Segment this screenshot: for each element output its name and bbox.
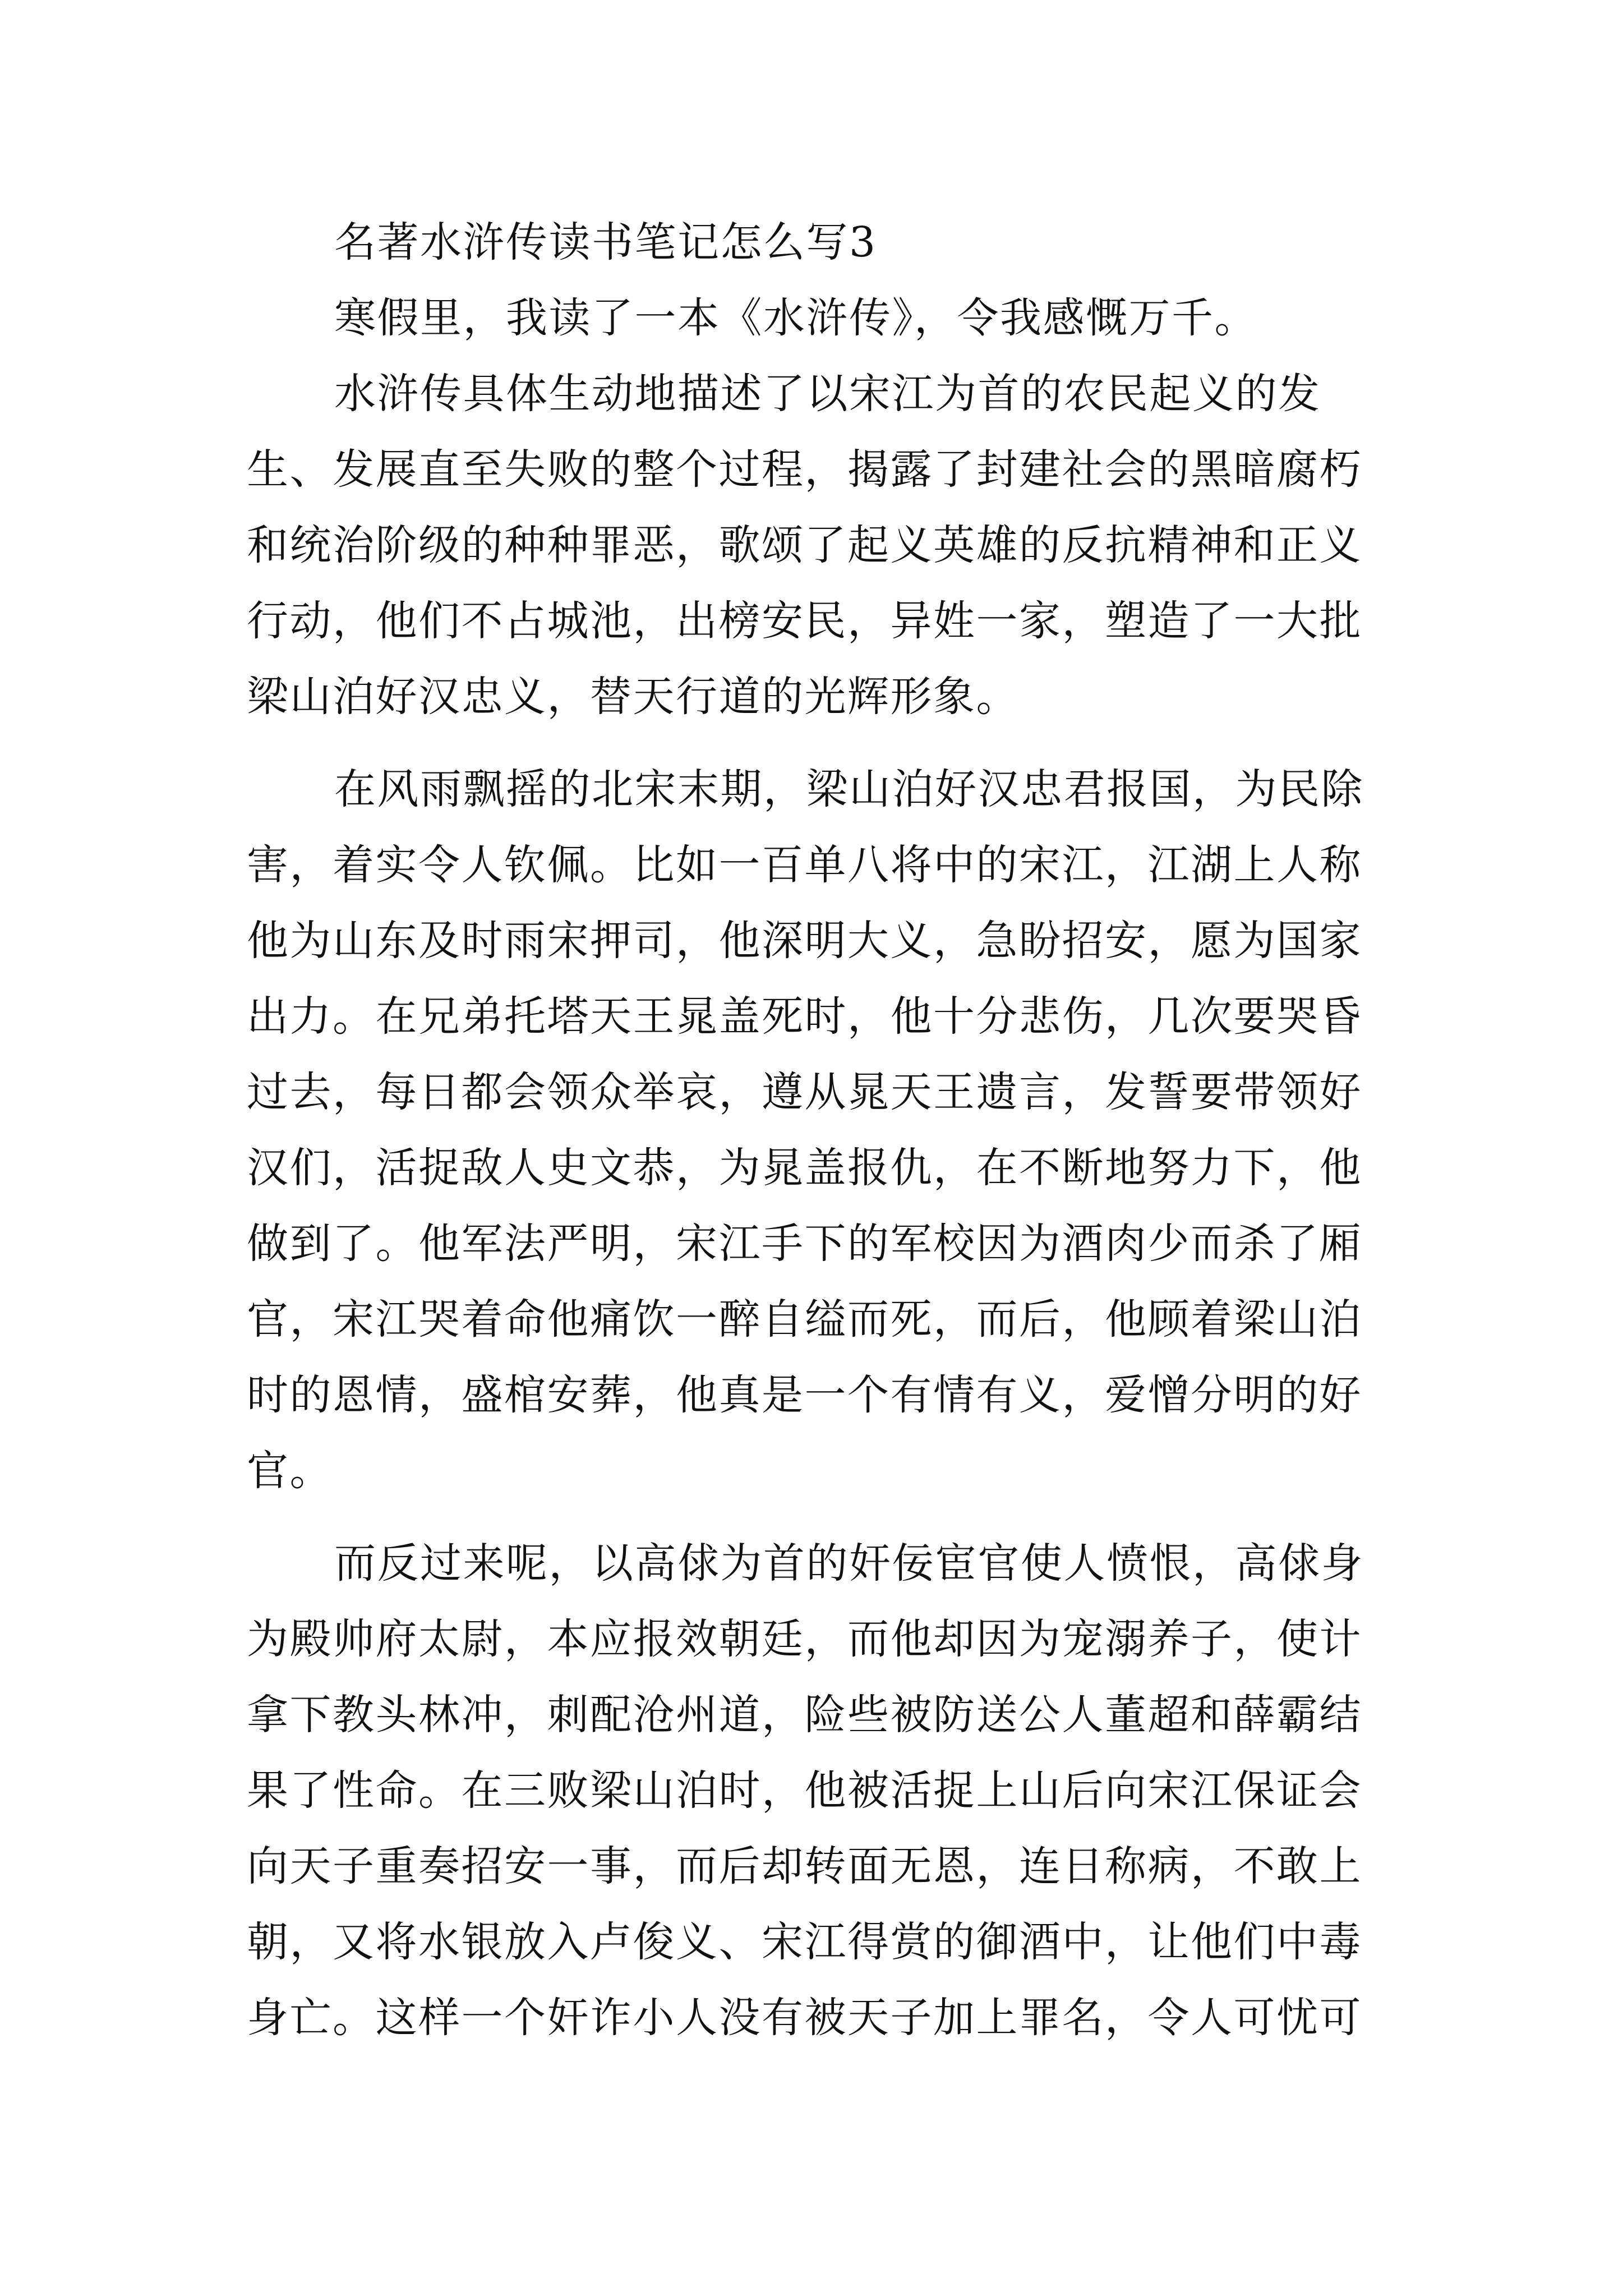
paragraph-line: 生、发展直至失败的整个过程，揭露了封建社会的黑暗腐朽	[247, 445, 1362, 494]
paragraph-line: 为殿帅府太尉，本应报效朝廷，而他却因为宠溺养子，使计	[247, 1615, 1362, 1663]
paragraph-line: 朝，又将水银放入卢俊义、宋江得赏的御酒中，让他们中毒	[247, 1918, 1362, 1966]
paragraph-line: 害，着实令人钦佩。比如一百单八将中的宋江，江湖上人称	[247, 841, 1362, 889]
paragraph-line: 做到了。他军法严明，宋江手下的军校因为酒肉少而杀了厢	[247, 1220, 1362, 1268]
paragraph-spacer	[247, 1509, 1380, 1526]
paragraph-line: 水浒传具体生动地描述了以宋江为首的农民起义的发	[334, 370, 1321, 418]
paragraph-line: 时的恩情，盛棺安葬，他真是一个有情有义，爱憎分明的好	[247, 1371, 1362, 1419]
paragraph-line: 过去，每日都会领众举哀，遵从晁天王遗言，发誓要带领好	[247, 1068, 1362, 1116]
paragraph-line: 果了性命。在三败梁山泊时，他被活捉上山后向宋江保证会	[247, 1766, 1362, 1815]
paragraph-line: 向天子重奏招安一事，而后却转面无恩，连日称病，不敢上	[247, 1842, 1362, 1890]
paragraph-spacer	[247, 735, 1380, 752]
paragraph-2	[247, 356, 1380, 735]
paragraph-line: 出力。在兄弟托塔天王晁盖死时，他十分悲伤，几次要哭昏	[247, 992, 1362, 1041]
paragraph-line: 他为山东及时雨宋押司，他深明大义，急盼招安，愿为国家	[247, 917, 1362, 965]
paragraph-line: 在风雨飘摇的北宋末期，梁山泊好汉忠君报国，为民除	[334, 765, 1364, 813]
paragraph-line: 官。	[247, 1447, 333, 1495]
paragraph-line: 汉们，活捉敌人史文恭，为晁盖报仇，在不断地努力下，他	[247, 1144, 1362, 1192]
paragraph-line: 官，宋江哭着命他痛饮一醉自缢而死，而后，他顾着梁山泊	[247, 1295, 1362, 1343]
paragraph-line: 和统治阶级的种种罪恶，歌颂了起义英雄的反抗精神和正义	[247, 521, 1362, 569]
document-title: 名著水浒传读书笔记怎么写3	[334, 218, 877, 266]
paragraph-3	[247, 752, 1380, 1509]
paragraph-line: 寒假里，我读了一本《水浒传》，令我感慨万千。	[334, 294, 1257, 342]
paragraph-line: 梁山泊好汉忠义，替天行道的光辉形象。	[247, 673, 1019, 721]
paragraph-line: 拿下教头林冲，刺配沧州道，险些被防送公人董超和薛霸结	[247, 1691, 1362, 1739]
paragraph-line: 身亡。这样一个奸诈小人没有被天子加上罪名，令人可忧可	[247, 1994, 1362, 2042]
document-body	[247, 205, 1380, 2056]
paragraph-4	[247, 1526, 1380, 2056]
paragraph-line: 而反过来呢，以高俅为首的奸佞宦官使人愤恨，高俅身	[334, 1539, 1364, 1588]
paragraph-line: 行动，他们不占城池，出榜安民，异姓一家，塑造了一大批	[247, 597, 1362, 645]
paragraph-1	[247, 280, 1380, 356]
